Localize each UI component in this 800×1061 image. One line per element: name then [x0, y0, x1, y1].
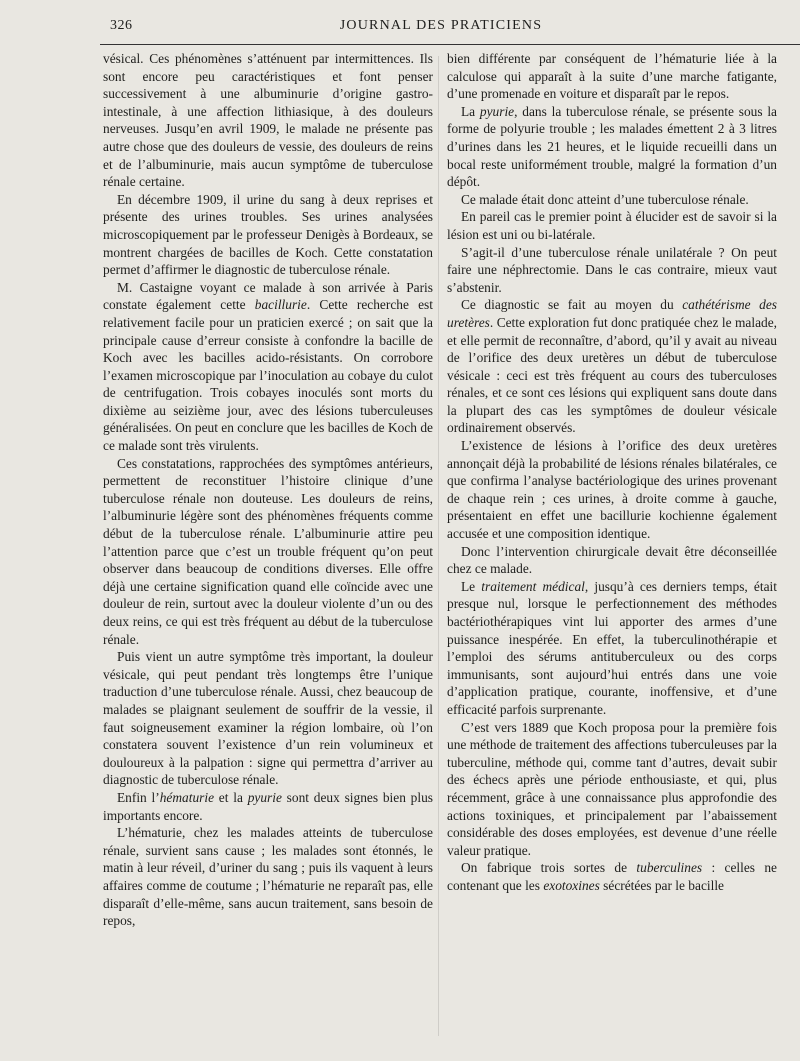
text-run: Ce diagnostic se fait au moyen du [461, 297, 683, 313]
paragraph: En pareil cas le premier point à élucider est de savoir si la lésion est uni ou bi-latérale. [447, 209, 777, 242]
text-run: On fabrique trois sortes de [461, 860, 637, 876]
text-run: et la [214, 789, 248, 805]
paragraph [447, 296, 777, 437]
paragraph: Ces constatations, rapprochées des symptômes antérieurs, permettent de reconstituer l’histoire clinique d’une tuberculose rénale non douteuse. Les douleurs de reins, l’albuminurie légère sont des phénomènes fréquents comme début de la tuberculose rénale. L’albuminurie attire peu l’attention parce que c’est un trouble fréquent qu’on peut observer dans beaucoup de conditions diverses. Elle offre déjà une certaine signification quand elle coïncide avec une douleur de rein, surtout avec la douleur violente d’un ou des deux reins, ce qui est très fréquent au début de la tuberculose rénale. [103, 455, 433, 647]
italic-term: pyurie [247, 789, 282, 805]
text-run: , jusqu’à ces derniers temps, était presque nul, lorsque le perfectionnement des méthodes bactériothérapiques vint lui apporter des armes d’une puissance inespérée. En effet, la tuberculinothérapie et l’emploi des sérums antituberculeux ou des corps immunisants, sont aujourd’hui entrés dans une voie d’application pratique, courante, inoffensive, et d’une efficacité parfois surprenante. [447, 578, 777, 717]
right-column [447, 50, 777, 895]
italic-term: bacillurie [254, 297, 307, 313]
column-divider [438, 56, 439, 1036]
text-run: Enfin l’ [117, 789, 160, 805]
italic-term: cathétérisme des uretères [447, 297, 777, 330]
page-number: 326 [110, 18, 133, 33]
paragraph [447, 578, 777, 719]
text-run: . Cette recherche est relativement facile pour un praticien exercé ; on sait que la principale cause d’erreur consiste à confondre la bacille de Koch avec les bacilles acido-résistants. On corrobore l’examen microscopique par l’inoculation au cobaye du culot de centrifugation. Trois cobayes inoculés sont morts du dixième au seizième jour, avec des lésions tuberculeuses généralisées. On peut en conclure que les bacilles de Koch de ce malade sont très virulents. [103, 297, 433, 454]
text-run: La [461, 103, 480, 119]
paragraph: vésical. Ces phénomènes s’atténuent par intermittences. Ils sont encore peu caractéristiques et font penser successivement à une albuminurie d’origine gastro-intestinale, à une affection lithiasique, à des douleurs nerveuses. Jusqu’en avril 1909, le malade ne présente pas autre chose que des douleurs de vessie, des douleurs de reins et de l’albuminurie, mais aucun symptôme de tuberculose rénale certaine. [103, 51, 433, 190]
journal-title: JOURNAL DES PRATICIENS [339, 18, 543, 33]
paragraph: bien différente par conséquent de l’hématurie liée à la calculose qui apparaît à la suite d’une marche fatigante, d’une promenade en voiture et disparaît par le repos. [447, 51, 777, 102]
italic-term: exotoxines [543, 877, 600, 893]
italic-term: hématurie [159, 789, 215, 805]
text-run: sécrétées par le bacille [599, 877, 724, 893]
paragraph: Donc l’intervention chirurgicale devait être déconseillée chez ce malade. [447, 543, 777, 577]
paragraph [447, 103, 777, 191]
italic-term: traitement médical [481, 578, 585, 594]
paragraph: L’existence de lésions à l’orifice des deux uretères annonçait déjà la probabilité de lésions rénales bilatérales, ce que confirma l’analyse bactériologique des urines provenant de chaque rein ; ces urines, à droite comme à gauche, présentaient en effet une bacillurie kochienne également accusée et une composition identique. [447, 438, 777, 542]
paragraph: Ce malade était donc atteint d’une tuberculose rénale. [461, 191, 749, 207]
paragraph: S’agit-il d’une tuberculose rénale unilatérale ? On peut faire une néphrectomie. Dans le cas contraire, mieux vaut s’abstenir. [447, 244, 777, 295]
italic-term: tuberculines [636, 860, 703, 876]
paragraph: L’hématurie, chez les malades atteints de tuberculose rénale, survient sans cause ; les malades sont étonnés, le matin à leur réveil, d’uriner du sang ; puis ils vaquent à leurs affaires comme de coutume ; l’hématurie ne reparaît pas, elle disparaît d’elle-même, sans aucun traitement, sans besoin de repos, [103, 825, 433, 929]
paragraph [103, 279, 433, 455]
text-run: sont deux signes bien plus importants encore. [103, 789, 434, 823]
text-run: M. Castaigne voyant ce malade à son arrivée à Paris constate également cette [103, 279, 433, 313]
paragraph [103, 789, 433, 824]
text-run: , dans la tuberculose rénale, se présente sous la forme de polyurie trouble ; les malades émettent 2 à 3 litres d’urines dans les 21 heures, et le liquide recueilli dans un bocal reste uniformément trouble, malgré la formation d’un dépôt. [447, 103, 777, 190]
text-run: Le [461, 578, 482, 594]
italic-term: pyurie [479, 103, 515, 119]
paragraph [447, 859, 777, 894]
paragraph: En décembre 1909, il urine du sang à deux reprises et présente des urines troubles. Ses urines analysées microscopiquement par le professeur Denigès à Bordeaux, se montrent chargées de bacilles de Koch. Cette constatation permet d’affirmer le diagnostic de tuberculose rénale. [103, 191, 433, 278]
text-run: . Cette exploration fut donc pratiquée chez le malade, et elle permit de reconnaître, d’abord, qu’il y avait au niveau de l’orifice des deux uretères un début de tuberculose vésicale : ceci est très fréquent au cours des tuberculoses rénales, et ce sont ces lésions qui expliquent sans doute dans la plupart des cas les symptômes de douleur vésicale ordinairement observés. [447, 314, 777, 436]
left-column [103, 50, 433, 930]
paragraph: C’est vers 1889 que Koch proposa pour la première fois une méthode de traitement des affections tuberculeuses par la tuberculine, méthode qui, comme tant d’autres, devait subir des échecs après une période enthousiaste, et qui, plus récemment, grâce à une connaissance plus approfondie des actions toxiniques, et principalement par l’abaissement considérable des doses employées, est devenue d’une réelle valeur pratique. [447, 719, 777, 858]
page-header [100, 18, 782, 44]
text-run: : celles ne contenant que les [447, 860, 777, 893]
paragraph: Puis vient un autre symptôme très important, la douleur vésicale, qui peut pendant très longtemps être l’unique traduction d’une tuberculose rénale. Aussi, chez beaucoup de malades se plaignant seulement de souffrir de la vessie, il faut soigneusement examiner la région lombaire, où l’on constatera souvent l’existence d’un rein volumineux et douloureux à la palpation : signe qui permettra d’arriver au diagnostic de tuberculose rénale. [103, 649, 433, 788]
header-rule [100, 44, 800, 45]
